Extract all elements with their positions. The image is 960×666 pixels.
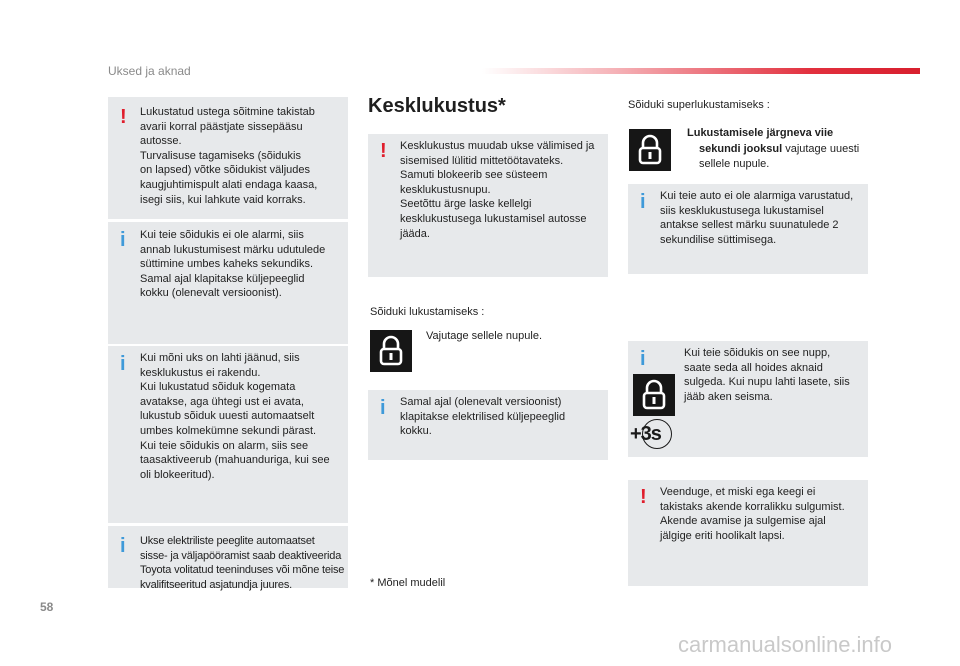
text-line: annab lukustumisest märku udutulede [140,243,326,256]
superlock-step-rest: vajutage uuesti [782,143,860,155]
warning-text [660,485,845,543]
text-line: Toyota volitatud teeninduses või mõne teise [140,564,345,577]
info-icon: i [640,348,646,370]
text-line: Samal ajal (olenevalt versioonist) [400,396,562,408]
text-line: jälgige eriti hoolikalt lapsi. [660,529,785,542]
lock-button-icon [370,330,412,372]
three-second-label: +3s [630,423,661,445]
text-line: saate seda all hoides aknaid [684,361,823,374]
lock-step-text: Vajutage sellele nupule. [426,330,542,342]
warning-box-window-safety [628,480,868,586]
warning-text [400,139,594,241]
superlock-heading: Sõiduki superlukustamiseks : [628,99,770,111]
superlock-button-icon [629,129,671,171]
text-line: sisemised lülitid mittetöötavateks. [400,154,564,167]
info-box-mirrors-fold [368,390,608,460]
text-line: Ukse elektriliste peeglite automaatset [140,535,315,547]
text-line: Lukustatud ustega sõitmine takistab [140,106,315,118]
text-line: sisse- ja väljapööramist saab deaktiveerida [140,549,342,562]
info-icon: i [120,535,126,557]
text-line: jääb aken seisma. [684,390,773,403]
text-line: on lapsed) võtke sõidukist väljudes [140,164,310,177]
text-line: avarii korral päästjate sissepääsu [140,120,303,133]
superlock-step [681,126,859,172]
text-line: takistaks akende korralikku sulgumist. [660,500,845,513]
warning-text [140,105,317,207]
text-line: umbes kolmekümne sekundi pärast. [140,424,317,437]
text-line: Kui teie sõidukis ei ole alarmi, siis [140,229,304,241]
info-text [140,228,325,301]
info-box-no-alarm [108,222,348,344]
text-line: Kui lukustatud sõiduk kogemata [140,381,296,394]
text-line: isegi siis, kui lahkute vaid korraks. [140,193,306,206]
info-icon: i [380,397,386,419]
text-line: lukustub sõiduk uuesti automaatselt [140,410,315,423]
text-line: Kui teie sõidukis on alarm, siis see [140,439,309,452]
warning-icon: ! [120,106,127,128]
header-title: Uksed ja aknad [108,64,191,78]
text-line: kokku. [400,425,432,438]
superlock-step-line3: sellele nupule. [699,158,770,170]
warning-box-central-locking [368,134,608,277]
text-line: Veenduge, et miski ega keegi ei [660,486,816,498]
info-icon: i [640,191,646,213]
text-line: kvalifitseeritud asjatundja juures. [140,578,292,591]
info-box-mirrors [108,526,348,591]
text-line: antakse sellest märku suunatulede 2 [660,219,839,232]
text-line: Turvalisuse tagamiseks (sõidukis [140,149,301,162]
info-text [660,189,853,247]
info-text [684,346,850,404]
page-number: 58 [40,600,54,614]
lock-button-icon [633,374,675,416]
watermark: carmanualsonline.info [678,632,893,657]
text-line: Akende avamise ja sulgemise ajal [660,515,826,528]
info-text [140,351,330,482]
footnote: * Mõnel mudelil [370,577,446,589]
header-accent-bar [482,68,920,74]
superlock-step-bold1: Lukustamisele järgneva viie [687,127,834,139]
text-line: kokku (olenevalt versioonist). [140,287,282,300]
section-title: Kesklukustus* [368,95,506,117]
text-line: Seetõttu ärge laske kellelgi [400,198,532,211]
info-box-no-alarm-superlock [628,184,868,274]
three-second-badge [630,419,678,449]
info-box-door-open [108,346,348,523]
text-line: avatakse, aga ühtegi ust ei avata, [140,395,304,408]
info-icon: i [120,353,126,375]
text-line: süttimine umbes kaheks sekundiks. [140,258,314,271]
warning-box-locked-doors [108,97,348,219]
text-line: oli blokeeritud). [140,468,215,481]
text-line: Samuti blokeerib see süsteem [400,169,548,182]
text-line: autosse. [140,135,182,148]
text-line: kesklukustus ei rakendu. [140,366,261,379]
lock-heading: Sõiduki lukustamiseks : [370,306,485,318]
text-line: sekundilise süttimisega. [660,233,777,246]
text-line: siis kesklukustusega lukustamisel [660,204,824,217]
text-line: kaugjuhtimispult alati endaga kaasa, [140,178,318,191]
text-line: Kui teie sõidukis on see nupp, [684,347,831,359]
text-line: Kui teie auto ei ole alarmiga varustatud, [660,190,854,202]
info-box-window-close [628,341,868,457]
text-line: Kesklukustus muudab ukse välimised ja [400,140,595,152]
text-line: klapitakse elektrilised küljepeeglid [400,410,566,423]
text-line: jääda. [400,227,430,240]
info-text [140,534,344,592]
superlock-step-bold2: sekundi jooksul [699,143,783,155]
lock-step [420,329,542,345]
text-line: Samal ajal klapitakse küljepeeglid [140,272,305,285]
warning-icon: ! [380,140,387,162]
info-icon: i [120,229,126,251]
text-line: kesklukustusnupu. [400,183,491,196]
text-line: taasaktiveerub (mahuanduriga, kui see [140,454,330,467]
text-line: Kui mõni uks on lahti jäänud, siis [140,352,300,364]
text-line: kesklukustusega lukustamisel autosse [400,212,587,225]
warning-icon: ! [640,486,647,508]
text-line: sulgeda. Kui nupu lahti lasete, siis [684,376,850,389]
info-text [400,395,565,439]
